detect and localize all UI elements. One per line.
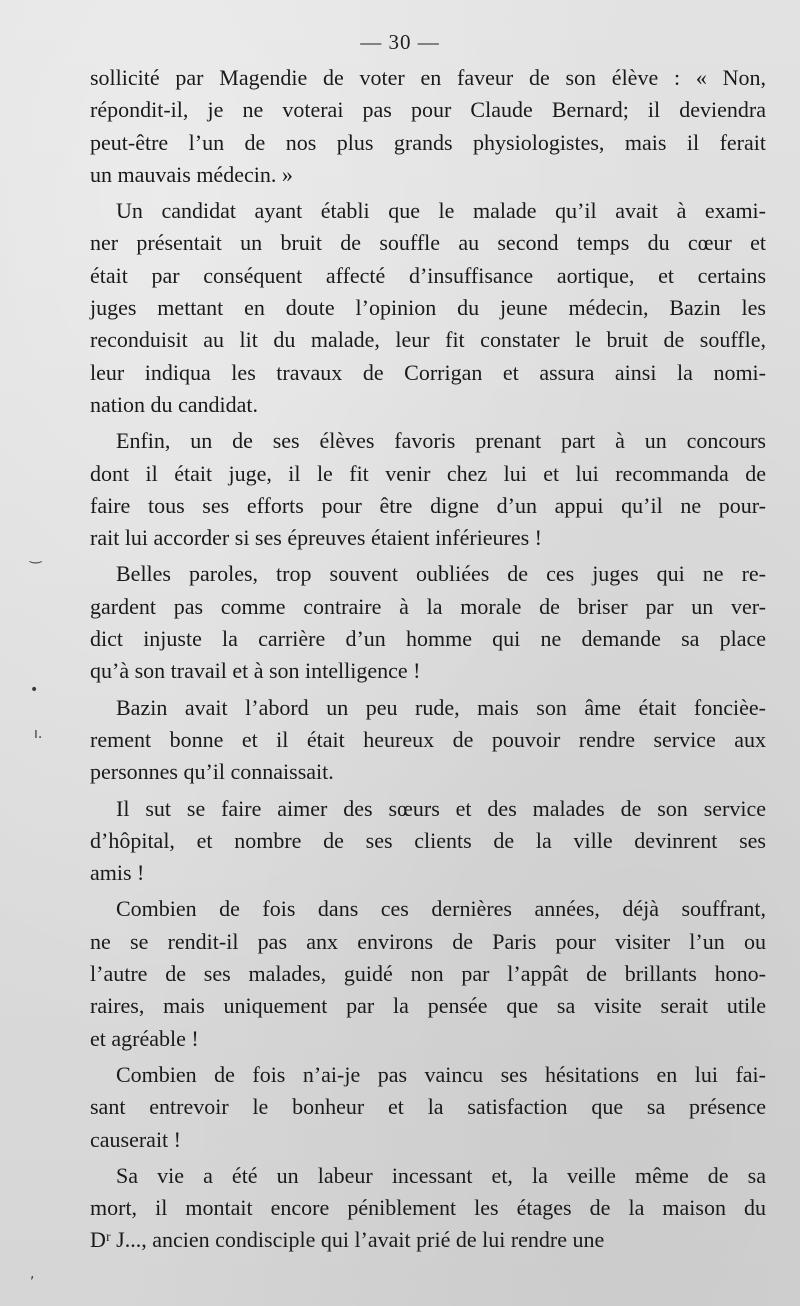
text-line: Enfin, un de ses élèves favoris prenant part à un concours bbox=[116, 428, 766, 454]
text-line: Bazin avait l’abord un peu rude, mais son âme était foncièe- bbox=[116, 694, 766, 720]
text-line: Combien de fois dans ces dernières années, déjà souffrant, bbox=[116, 896, 766, 922]
text-line: et agréable ! bbox=[90, 1025, 199, 1051]
text-line: sollicité par Magendie de voter en faveur de son élève : « Non, bbox=[90, 65, 766, 90]
text-line: répondit-il, je ne voterai pas pour Claude Bernard; il deviendra bbox=[90, 97, 766, 123]
paragraph bbox=[90, 692, 766, 789]
text-line: dict injuste la carrière d’un homme qui ne demande sa place bbox=[90, 626, 766, 652]
paragraph bbox=[90, 425, 766, 554]
text-line: amis ! bbox=[90, 860, 145, 886]
text-line: qu’à son travail et à son intelligence ! bbox=[90, 658, 421, 684]
text-line: mort, il montait encore péniblement les étages de la maison du bbox=[90, 1195, 766, 1221]
paragraph bbox=[90, 195, 766, 421]
text-line: dont il était juge, il le fit venir chez lui et lui recommanda de bbox=[90, 460, 766, 486]
text-line: ne se rendit-il pas anx environs de Paris pour visiter l’un ou bbox=[90, 928, 766, 954]
paragraph bbox=[90, 893, 766, 1054]
text-line: d’hôpital, et nombre de ses clients de la ville devinrent ses bbox=[90, 827, 766, 853]
text-line: rement bonne et il était heureux de pouvoir rendre service aux bbox=[90, 726, 766, 752]
margin-dot-mark: • bbox=[30, 682, 39, 698]
text-line: Sa vie a été un labeur incessant et, la veille même de sa bbox=[116, 1162, 766, 1188]
text-line: faire tous ses efforts pour être digne d’un appui qu’il ne pour- bbox=[90, 492, 766, 518]
text-line: gardent pas comme contraire à la morale de briser par un ver- bbox=[90, 593, 766, 619]
text-line: Belles paroles, trop souvent oubliées de ces juges qui ne re- bbox=[116, 561, 766, 587]
text-line: un mauvais médecin. » bbox=[90, 161, 293, 187]
text-line: Combien de fois n’ai-je pas vaincu ses hésitations en lui fai- bbox=[116, 1061, 766, 1087]
text-line: leur indiqua les travaux de Corrigan et assura ainsi la nomi- bbox=[90, 359, 766, 385]
text-line: peut-être l’un de nos plus grands physiologistes, mais il ferait bbox=[90, 129, 766, 155]
text-line: causerait ! bbox=[90, 1126, 181, 1152]
text-line: rait lui accorder si ses épreuves étaient inférieures ! bbox=[90, 525, 543, 551]
text-line: nation du candidat. bbox=[90, 391, 259, 417]
text-line: sant entrevoir le bonheur et la satisfaction que sa présence bbox=[90, 1094, 766, 1120]
paragraph bbox=[90, 793, 766, 890]
paragraph bbox=[90, 558, 766, 687]
text-line: Dʳ J..., ancien condisciple qui l’avait prié de lui rendre une bbox=[90, 1227, 605, 1253]
paragraph bbox=[90, 1059, 766, 1156]
margin-comma-mark: , bbox=[30, 1266, 35, 1282]
page-number: — 30 — bbox=[360, 30, 440, 54]
margin-dash-mark: ‿ bbox=[30, 548, 42, 564]
text-line: personnes qu’il connaissait. bbox=[90, 759, 334, 785]
text-line: reconduisit au lit du malade, leur fit constater le bruit de souffle, bbox=[90, 327, 766, 353]
paragraph bbox=[90, 1160, 766, 1257]
margin-tick-mark: ı. bbox=[34, 726, 43, 742]
text-line: Un candidat ayant établi que le malade qu’il avait à exami- bbox=[116, 198, 766, 224]
text-line: ner présentait un bruit de souffle au second temps du cœur et bbox=[90, 230, 766, 256]
text-line: Il sut se faire aimer des sœurs et des malades de son service bbox=[116, 795, 766, 821]
paragraph bbox=[90, 62, 766, 191]
text-line: était par conséquent affecté d’insuffisance aortique, et certains bbox=[90, 262, 766, 288]
body-text bbox=[90, 62, 766, 1257]
text-line: l’autre de ses malades, guidé non par l’appât de brillants hono- bbox=[90, 961, 766, 987]
text-line: raires, mais uniquement par la pensée que sa visite serait utile bbox=[90, 993, 766, 1019]
text-line: juges mettant en doute l’opinion du jeune médecin, Bazin les bbox=[90, 295, 766, 321]
